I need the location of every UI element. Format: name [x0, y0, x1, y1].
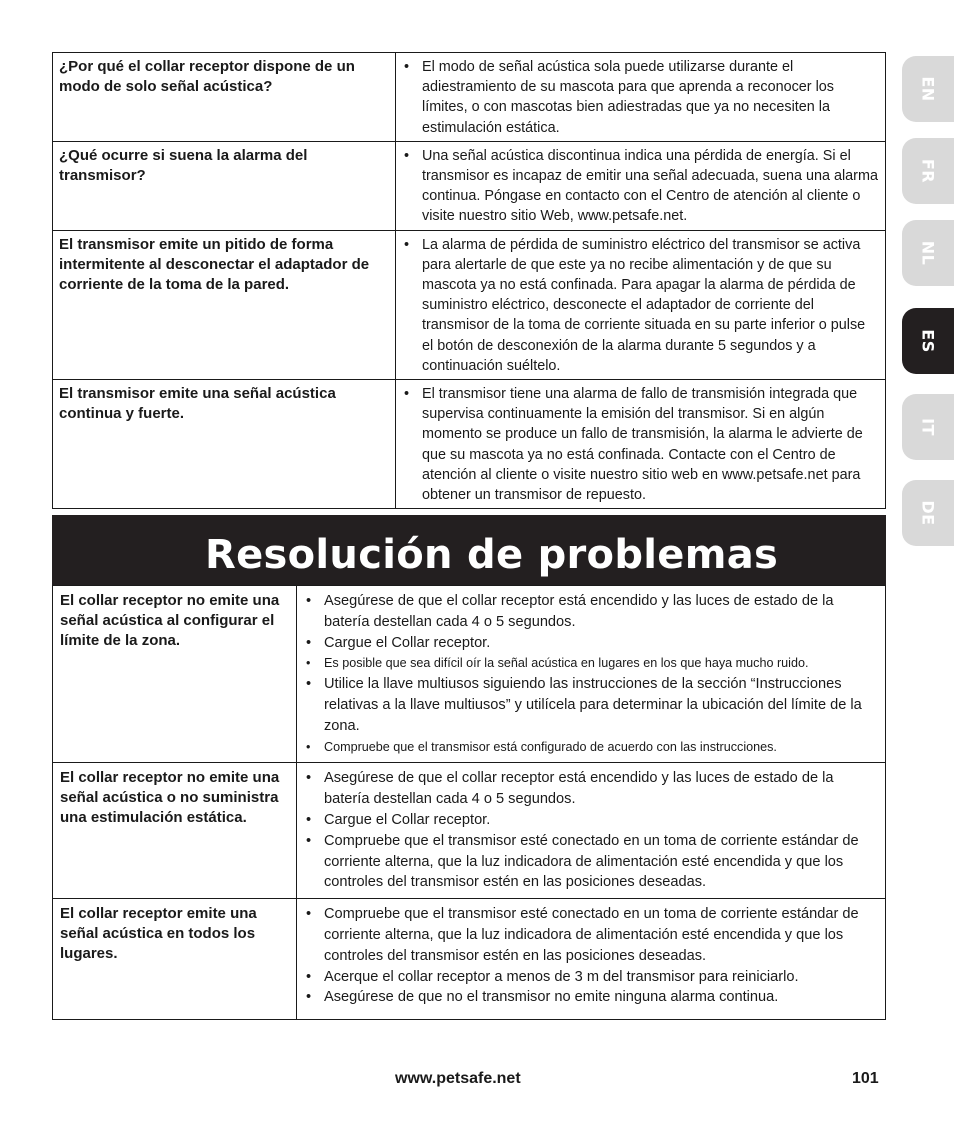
- solution-item: • Compruebe que el transmisor esté conectado en un toma de corriente estándar de corriente alterna, que la luz indicadora de alimentación esté encendida y que los controles del transmisor estén en las posiciones deseadas.: [304, 904, 878, 966]
- faq-row: [53, 141, 886, 230]
- solution-item: • Acerque el collar receptor a menos de 3 m del transmisor para reiniciarlo.: [304, 967, 878, 988]
- troubleshooting-row: [53, 586, 886, 763]
- troubleshooting-row: [53, 763, 886, 899]
- language-tab-en[interactable]: [902, 56, 954, 122]
- problem-cell: El collar receptor no emite una señal acústica al configurar el límite de la zona.: [53, 586, 297, 763]
- faq-answer-item: • El modo de señal acústica sola puede utilizarse durante el adiestramiento de su mascota para que aprenda a reconocer los límites, o con mascotas bien adiestradas que ya no necesiten la estimulación estática.: [402, 57, 879, 138]
- language-tab-label: DE: [918, 500, 938, 526]
- language-tab-label: IT: [918, 418, 938, 436]
- language-tabs: [902, 0, 954, 1125]
- language-tab-label: EN: [918, 76, 938, 102]
- solution-item: • Compruebe que el transmisor está configurado de acuerdo con las instrucciones.: [304, 737, 878, 758]
- language-tab-label: ES: [918, 329, 938, 353]
- solution-item: • Asegúrese de que el collar receptor está encendido y las luces de estado de la batería destellan cada 4 o 5 segundos.: [304, 768, 878, 810]
- footer-url: www.petsafe.net: [395, 1070, 521, 1087]
- language-tab-de[interactable]: [902, 480, 954, 546]
- language-tab-fr[interactable]: [902, 138, 954, 204]
- faq-answer: [396, 141, 886, 230]
- faq-answer: [396, 53, 886, 142]
- solution-item: • Cargue el Collar receptor.: [304, 810, 878, 831]
- solutions-cell: [297, 899, 886, 1020]
- solutions-cell: [297, 763, 886, 899]
- faq-question: ¿Por qué el collar receptor dispone de un modo de solo señal acústica?: [53, 53, 396, 142]
- faq-row: [53, 380, 886, 509]
- solution-item: • Cargue el Collar receptor.: [304, 633, 878, 654]
- language-tab-label: FR: [918, 158, 938, 184]
- language-tab-nl[interactable]: [902, 220, 954, 286]
- solution-item: • Utilice la llave multiusos siguiendo las instrucciones de la sección “Instrucciones relativas a la llave multiusos” y utilícela para determinar la ubicación del límite de la zona.: [304, 674, 878, 736]
- troubleshooting-row: [53, 899, 886, 1020]
- faq-answer-item: • La alarma de pérdida de suministro eléctrico del transmisor se activa para alertarle de que este ya no recibe alimentación y de que su mascota ya no está confinada. Para apagar la alarma de pérdida de suministro eléctrico, desconecte el adaptador de corriente del transmisor de la toma de corriente situada en su parte inferior o pulse el botón de desconexión de la alarma durante 5 segundos y a continuación suéltelo.: [402, 235, 879, 376]
- faq-answer-item: • El transmisor tiene una alarma de fallo de transmisión integrada que supervisa continuamente la emisión del transmisor. Si en algún momento se produce un fallo de transmisión, la alarma le advierte de que su mascota ya no está confinada. Contacte con el Centro de atención al cliente o visite nuestro sitio web en www.petsafe.net para obtener un transmisor de repuesto.: [402, 384, 879, 505]
- troubleshooting-table: [52, 585, 886, 1020]
- problem-cell: El collar receptor no emite una señal acústica o no suministra una estimulación estática.: [53, 763, 297, 899]
- faq-row: [53, 230, 886, 379]
- solution-item: • Asegúrese de que el collar receptor está encendido y las luces de estado de la batería destellan cada 4 o 5 segundos.: [304, 591, 878, 633]
- problem-cell: El collar receptor emite una señal acústica en todos los lugares.: [53, 899, 297, 1020]
- section-title: Resolución de problemas: [205, 532, 779, 578]
- faq-answer: [396, 380, 886, 509]
- solution-item: • Es posible que sea difícil oír la señal acústica en lugares en los que haya mucho ruido.: [304, 653, 878, 674]
- faq-answer-item: • Una señal acústica discontinua indica una pérdida de energía. Si el transmisor es incapaz de emitir una señal adecuada, suena una alarma continua. Póngase en contacto con el Centro de atención al cliente o visite nuestro sitio Web, www.petsafe.net.: [402, 146, 879, 227]
- section-banner: [52, 515, 886, 585]
- solution-item: • Compruebe que el transmisor esté conectado en un toma de corriente estándar de corriente alterna, que la luz indicadora de alimentación esté encendida y que los controles del transmisor estén en las posiciones deseadas.: [304, 831, 878, 893]
- solution-item: • Asegúrese de que no el transmisor no emite ninguna alarma continua.: [304, 987, 878, 1008]
- faq-table: [52, 52, 886, 509]
- faq-answer: [396, 230, 886, 379]
- language-tab-es[interactable]: [902, 308, 954, 374]
- faq-question: ¿Qué ocurre si suena la alarma del transmisor?: [53, 141, 396, 230]
- faq-row: [53, 53, 886, 142]
- faq-question: El transmisor emite un pitido de forma intermitente al desconectar el adaptador de corriente de la toma de la pared.: [53, 230, 396, 379]
- language-tab-label: NL: [918, 240, 938, 266]
- page-number: 101: [852, 1070, 879, 1087]
- language-tab-it[interactable]: [902, 394, 954, 460]
- solutions-cell: [297, 586, 886, 763]
- faq-question: El transmisor emite una señal acústica continua y fuerte.: [53, 380, 396, 509]
